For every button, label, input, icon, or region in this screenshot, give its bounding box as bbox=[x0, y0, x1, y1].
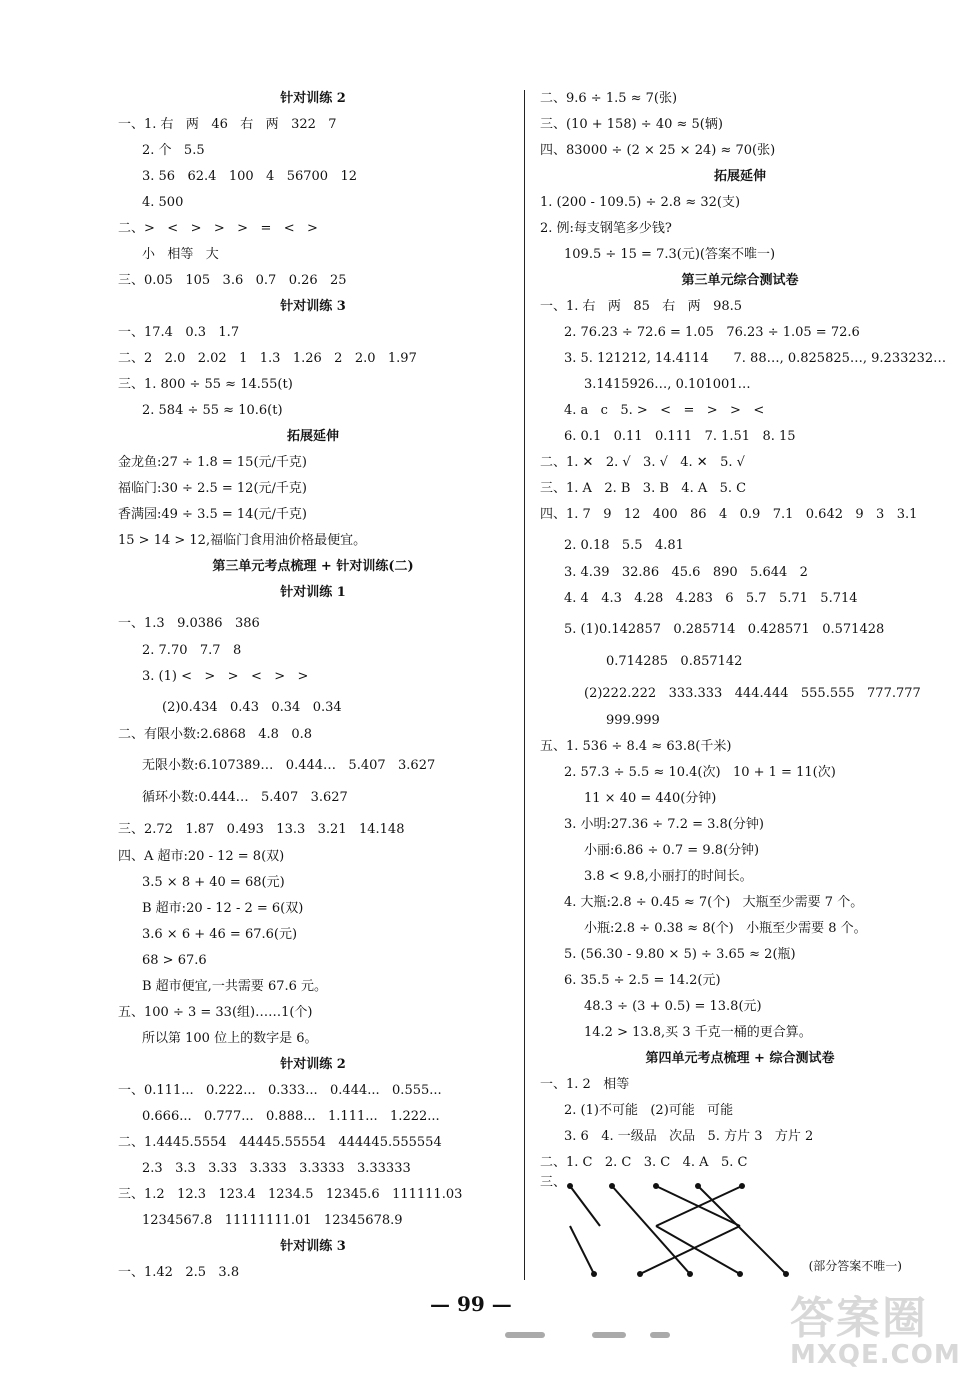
answer-line: 5. (1)0.142857 0.285714 0.428571 0.571428 bbox=[564, 622, 885, 637]
answer-line: 三、0.05 105 3.6 0.7 0.26 25 bbox=[118, 273, 347, 288]
answer-line: 五、100 ÷ 3 = 33(组)……1(个) bbox=[118, 1005, 313, 1020]
endpoint-dot bbox=[591, 1271, 597, 1277]
answer-line: 小丽:6.86 ÷ 0.7 = 9.8(分钟) bbox=[584, 843, 760, 858]
answer-line: 2. 0.18 5.5 4.81 bbox=[564, 538, 684, 553]
connector-line bbox=[570, 1186, 600, 1226]
answer-line: 2. 例:每支钢笔多少钱? bbox=[540, 221, 672, 236]
answer-line: 一、1.3 9.0386 386 bbox=[118, 616, 260, 631]
answer-line: 福临门:30 ÷ 2.5 = 12(元/千克) bbox=[118, 481, 307, 496]
answer-line: 一、1.42 2.5 3.8 bbox=[118, 1265, 240, 1280]
answer-line: 3.8 < 9.8,小丽打的时间长。 bbox=[584, 869, 753, 884]
section-heading: 针对训练 2 bbox=[280, 1057, 346, 1072]
answer-line: 二、有限小数:2.6868 4.8 0.8 bbox=[118, 727, 313, 742]
answer-line: 5. (56.30 - 9.80 × 5) ÷ 3.65 ≈ 2(瓶) bbox=[564, 947, 796, 962]
answer-line: 0.666... 0.777... 0.888... 1.111... 1.222... bbox=[142, 1109, 440, 1124]
answer-line: 三、1.2 12.3 123.4 1234.5 12345.6 111111.03 bbox=[118, 1187, 463, 1202]
answer-line: 循环小数:0.444… 5.407 3.627 bbox=[142, 790, 348, 805]
answer-line: 香满园:49 ÷ 3.5 = 14(元/千克) bbox=[118, 507, 307, 522]
answer-line: 1. (200 - 109.5) ÷ 2.8 ≈ 32(支) bbox=[540, 195, 741, 210]
scan-smudge bbox=[650, 1332, 670, 1338]
answer-line: 3. 56 62.4 100 4 56700 12 bbox=[142, 169, 357, 184]
answer-line: 4. 500 bbox=[142, 195, 184, 210]
answer-line: 2. 7.70 7.7 8 bbox=[142, 643, 242, 658]
answer-line: 2. (1)不可能 (2)可能 可能 bbox=[564, 1103, 734, 1118]
answer-line: 3. 4.39 32.86 45.6 890 5.644 2 bbox=[564, 565, 808, 580]
answer-line: 3.1415926…, 0.101001… bbox=[584, 377, 751, 392]
answer-line: 109.5 ÷ 15 = 7.3(元)(答案不唯一) bbox=[564, 247, 776, 262]
answer-line: 4. a c 5. > < = > > < bbox=[564, 403, 765, 418]
watermark bbox=[790, 1282, 961, 1370]
answer-line: 三、(10 + 158) ÷ 40 ≈ 5(辆) bbox=[540, 117, 723, 132]
answer-line: 所以第 100 位上的数字是 6。 bbox=[142, 1031, 318, 1046]
answer-line: 二、> < > > > = < > bbox=[118, 221, 318, 236]
answer-line: B 超市:20 - 12 - 2 = 6(双) bbox=[142, 901, 304, 916]
answer-line: 二、1.4445.5554 44445.55554 444445.555554 bbox=[118, 1135, 442, 1150]
answer-line: (2)222.222 333.333 444.444 555.555 777.777 bbox=[584, 686, 921, 701]
endpoint-dot bbox=[737, 1271, 743, 1277]
answer-line: 一、1. 右 两 85 右 两 98.5 bbox=[540, 299, 743, 314]
endpoint-dot bbox=[653, 1183, 659, 1189]
answer-line: 五、1. 536 ÷ 8.4 ≈ 63.8(千米) bbox=[540, 739, 732, 754]
answer-line: 小瓶:2.8 ÷ 0.38 ≈ 8(个) 小瓶至少需要 8 个。 bbox=[584, 921, 867, 936]
section-heading: 针对训练 2 bbox=[280, 91, 346, 106]
answer-line: 68 > 67.6 bbox=[142, 953, 207, 968]
answer-line: 一、1. 2 相等 bbox=[540, 1077, 630, 1092]
answer-line: 三、1. A 2. B 3. B 4. A 5. C bbox=[540, 481, 747, 496]
scan-smudge bbox=[505, 1332, 545, 1338]
diagram-note: (部分答案不唯一) bbox=[808, 1259, 902, 1273]
answer-line: 2. 个 5.5 bbox=[142, 143, 205, 158]
left-column bbox=[118, 86, 508, 1286]
answer-line: 2. 76.23 ÷ 72.6 = 1.05 76.23 ÷ 1.05 = 72.6 bbox=[564, 325, 860, 340]
answer-line: 999.999 bbox=[606, 713, 660, 728]
answer-line: 金龙鱼:27 ÷ 1.8 = 15(元/千克) bbox=[118, 455, 307, 470]
answer-line: 三、 bbox=[540, 1175, 567, 1190]
answer-line: B 超市便宜,一共需要 67.6 元。 bbox=[142, 979, 328, 994]
answer-line: 三、1. 800 ÷ 55 ≈ 14.55(t) bbox=[118, 377, 293, 392]
connector-line bbox=[698, 1186, 786, 1274]
endpoint-dot bbox=[783, 1271, 789, 1277]
answer-line: 3. (1) < > > < > > bbox=[142, 669, 309, 684]
answer-line: 3. 小明:27.36 ÷ 7.2 = 3.8(分钟) bbox=[564, 817, 764, 832]
connector-line bbox=[612, 1186, 690, 1274]
answer-line: 11 × 40 = 440(分钟) bbox=[584, 791, 717, 806]
column-divider bbox=[524, 90, 525, 1280]
answer-line: 2.3 3.3 3.33 3.333 3.3333 3.33333 bbox=[142, 1161, 411, 1176]
endpoint-dot bbox=[637, 1271, 643, 1277]
answer-line: 3.5 × 8 + 40 = 68(元) bbox=[142, 875, 285, 890]
endpoint-dot bbox=[695, 1183, 701, 1189]
scan-smudge bbox=[592, 1332, 626, 1338]
answer-line: 一、0.111... 0.222... 0.333... 0.444... 0.555... bbox=[118, 1083, 442, 1098]
answer-line: 3. 6 4. 一级品 次品 5. 方片 3 方片 2 bbox=[564, 1129, 814, 1144]
answer-line: 三、2.72 1.87 0.493 13.3 3.21 14.148 bbox=[118, 822, 405, 837]
answer-line: (2)0.434 0.43 0.34 0.34 bbox=[162, 700, 342, 715]
section-heading: 第四单元考点梳理 + 综合测试卷 bbox=[645, 1051, 835, 1066]
answer-line: 3.6 × 6 + 46 = 67.6(元) bbox=[142, 927, 298, 942]
endpoint-dot bbox=[687, 1271, 693, 1277]
answer-line: 二、1. C 2. C 3. C 4. A 5. C bbox=[540, 1155, 748, 1170]
answer-line: 一、17.4 0.3 1.7 bbox=[118, 325, 240, 340]
matching-diagram bbox=[540, 1176, 940, 1280]
answer-line: 二、1. ✕ 2. √ 3. √ 4. ✕ 5. √ bbox=[540, 455, 745, 470]
answer-line: 四、A 超市:20 - 12 = 8(双) bbox=[118, 849, 285, 864]
section-heading: 针对训练 3 bbox=[280, 299, 346, 314]
answer-line: 无限小数:6.107389… 0.444… 5.407 3.627 bbox=[142, 758, 436, 773]
answer-line: 二、2 2.0 2.02 1 1.3 1.26 2 2.0 1.97 bbox=[118, 351, 417, 366]
answer-line: 14.2 > 13.8,买 3 千克一桶的更合算。 bbox=[584, 1025, 812, 1040]
answer-line: 48.3 ÷ (3 + 0.5) = 13.8(元) bbox=[584, 999, 762, 1014]
section-heading: 拓展延伸 bbox=[713, 169, 766, 184]
answer-line: 6. 35.5 ÷ 2.5 = 14.2(元) bbox=[564, 973, 721, 988]
section-heading: 针对训练 3 bbox=[280, 1239, 346, 1254]
answer-line: 0.714285 0.857142 bbox=[606, 654, 743, 669]
page-number: — 99 — bbox=[430, 1292, 512, 1316]
answer-line: 一、1. 右 两 46 右 两 322 7 bbox=[118, 117, 337, 132]
answer-line: 四、83000 ÷ (2 × 25 × 24) ≈ 70(张) bbox=[540, 143, 776, 158]
answer-line: 4. 大瓶:2.8 ÷ 0.45 ≈ 7(个) 大瓶至少需要 7 个。 bbox=[564, 895, 864, 910]
watermark-url: MXQE.COM bbox=[790, 1340, 961, 1370]
section-heading: 第三单元综合测试卷 bbox=[681, 273, 799, 288]
endpoint-dot bbox=[567, 1183, 573, 1189]
answer-line: 2. 57.3 ÷ 5.5 ≈ 10.4(次) 10 + 1 = 11(次) bbox=[564, 765, 836, 780]
subsection-heading: 针对训练 1 bbox=[280, 585, 346, 600]
answer-line: 二、9.6 ÷ 1.5 ≈ 7(张) bbox=[540, 91, 678, 106]
connector-line bbox=[570, 1226, 594, 1274]
section-heading: 拓展延伸 bbox=[286, 429, 339, 444]
endpoint-dot bbox=[739, 1183, 745, 1189]
answer-line: 4. 4 4.3 4.28 4.283 6 5.7 5.71 5.714 bbox=[564, 591, 858, 606]
answer-line: 四、1. 7 9 12 400 86 4 0.9 7.1 0.642 9 3 3.1 bbox=[540, 507, 918, 522]
section-heading: 第三单元考点梳理 + 针对训练(二) bbox=[212, 559, 414, 574]
answer-line: 2. 584 ÷ 55 ≈ 10.6(t) bbox=[142, 403, 283, 418]
right-column bbox=[540, 86, 947, 1280]
answer-line: 15 > 14 > 12,福临门食用油价格最便宜。 bbox=[118, 533, 367, 548]
answer-line: 6. 0.1 0.11 0.111 7. 1.51 8. 15 bbox=[564, 429, 796, 444]
endpoint-dot bbox=[609, 1183, 615, 1189]
answer-line: 小 相等 大 bbox=[142, 247, 219, 262]
answer-line: 1234567.8 11111111.01 12345678.9 bbox=[142, 1213, 403, 1228]
watermark-logo: 答案圈 bbox=[790, 1293, 928, 1344]
answer-line: 3. 5. 121212, 14.4114 7. 88…, 0.825825…, 9.233232… bbox=[564, 351, 947, 366]
